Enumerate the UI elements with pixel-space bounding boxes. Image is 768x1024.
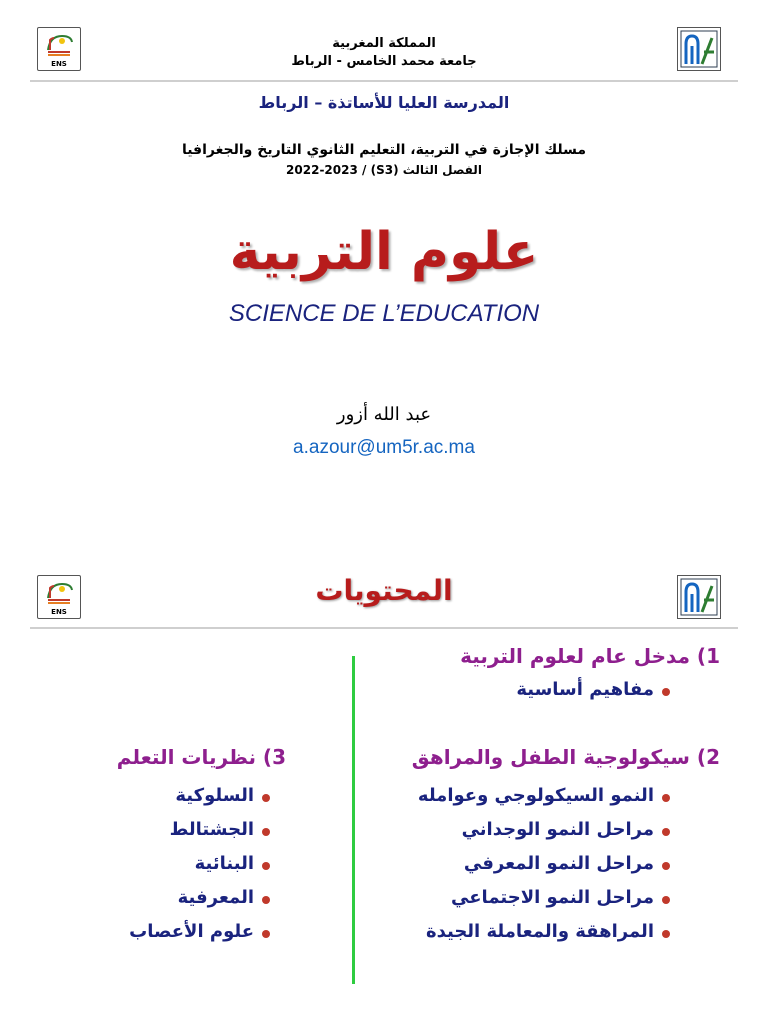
bullet-icon	[262, 862, 270, 870]
bullet-icon	[662, 828, 670, 836]
section2-list	[380, 778, 670, 948]
list-item-label: مراحل النمو الوجداني	[461, 818, 654, 840]
bullet-icon	[662, 896, 670, 904]
list-item-label: مفاهيم أساسية	[516, 678, 654, 700]
um5-emblem-icon	[678, 28, 720, 70]
list-item-label: السلوكية	[175, 784, 254, 806]
section1-title: 1) مدخل عام لعلوم التربية	[460, 644, 720, 668]
bullet-icon	[262, 794, 270, 802]
bullet-icon	[662, 688, 670, 696]
list-item	[380, 778, 670, 812]
main-title-ar: علوم التربية	[229, 222, 539, 282]
list-item-label: مراحل النمو المعرفي	[463, 852, 654, 874]
bullet-icon	[262, 828, 270, 836]
ens-logo	[37, 27, 81, 71]
section3-title: 3) نظريات التعلم	[116, 745, 286, 769]
university-line: جامعة محمد الخامس - الرباط	[291, 54, 477, 69]
ens-emblem-icon	[38, 28, 80, 62]
section3-list	[40, 778, 270, 948]
list-item-label: المراهقة والمعاملة الجيدة	[425, 920, 654, 942]
list-item	[400, 674, 670, 704]
list-item	[380, 914, 670, 948]
school-name: المدرسة العليا للأساتذة – الرباط	[258, 93, 510, 112]
main-title-fr: SCIENCE DE L’EDUCATION	[228, 300, 540, 327]
author-email[interactable]: a.azour@um5r.ac.ma	[293, 437, 475, 458]
ens-logo-label: ENS	[51, 60, 67, 68]
list-item	[380, 846, 670, 880]
university-logo-2	[677, 575, 721, 619]
header-divider	[30, 80, 738, 82]
um5-emblem-icon	[678, 576, 720, 618]
list-item	[380, 812, 670, 846]
section2-title: 2) سيكولوجية الطفل والمراهق	[411, 745, 720, 769]
kingdom-line: المملكة المغربية	[332, 36, 436, 51]
list-item	[40, 880, 270, 914]
bullet-icon	[662, 794, 670, 802]
ens-emblem-icon	[38, 576, 80, 610]
list-item-label: الجشتالط	[169, 818, 254, 840]
list-item-label: النمو السيكولوجي وعوامله	[417, 784, 654, 806]
bullet-icon	[262, 930, 270, 938]
list-item	[40, 812, 270, 846]
list-item-label: المعرفية	[177, 886, 254, 908]
bullet-icon	[662, 930, 670, 938]
list-item	[40, 846, 270, 880]
university-logo	[677, 27, 721, 71]
list-item-label: علوم الأعصاب	[129, 920, 254, 942]
bullet-icon	[262, 896, 270, 904]
ens-logo-label: ENS	[51, 608, 67, 616]
list-item-label: البنائية	[194, 852, 254, 874]
bullet-icon	[662, 862, 670, 870]
author-name: عبد الله أزور	[336, 404, 432, 425]
semester-line: الفصل الثالث (S3) / 2022-2023	[286, 163, 482, 177]
list-item	[40, 778, 270, 812]
list-item	[380, 880, 670, 914]
contents-divider	[30, 627, 738, 629]
list-item	[40, 914, 270, 948]
contents-heading: المحتويات	[315, 574, 453, 607]
column-divider	[352, 656, 355, 984]
section1-list	[400, 674, 670, 704]
ens-logo-2	[37, 575, 81, 619]
program-line: مسلك الإجازة في التربية، التعليم الثانوي التاريخ والجغرافيا	[181, 142, 587, 158]
list-item-label: مراحل النمو الاجتماعي	[451, 886, 654, 908]
